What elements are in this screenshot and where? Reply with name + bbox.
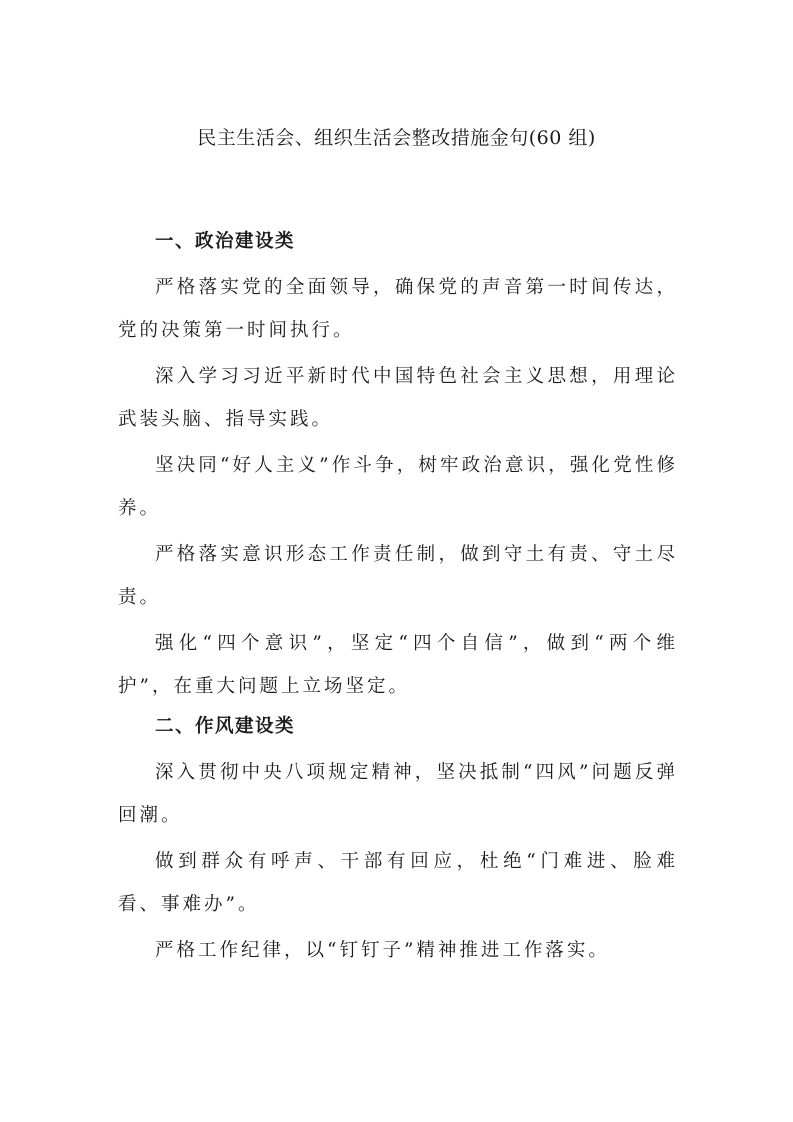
paragraph: 严格落实党的全面领导，确保党的声音第一时间传达，党的决策第一时间执行。	[118, 277, 678, 341]
paragraph: 严格工作纪律，以“钉钉子”精神推进工作落实。	[155, 940, 610, 961]
paragraph: 强化“四个意识”，坚定“四个自信”，做到“两个维护”，在重大问题上立场坚定。	[118, 633, 678, 697]
section-political	[118, 226, 678, 708]
paragraph: 深入学习习近平新时代中国特色社会主义思想，用理论武装头脑、指导实践。	[118, 366, 678, 430]
document-body	[118, 226, 678, 975]
paragraph: 做到群众有呼声、干部有回应，杜绝“门难进、脸难看、事难办”。	[118, 851, 678, 915]
section-heading: 二、作风建设类	[155, 716, 296, 737]
paragraph: 坚决同“好人主义”作斗争，树牢政治意识，强化党性修养。	[118, 455, 678, 519]
document-title: 民主生活会、组织生活会整改措施金句(60 组)	[197, 127, 596, 149]
paragraph: 深入贯彻中央八项规定精神，坚决抵制“四风”问题反弹回潮。	[118, 762, 678, 826]
paragraph: 严格落实意识形态工作责任制，做到守土有责、守土尽责。	[118, 544, 678, 608]
section-work-style	[118, 711, 678, 972]
section-heading: 一、政治建设类	[155, 231, 296, 252]
